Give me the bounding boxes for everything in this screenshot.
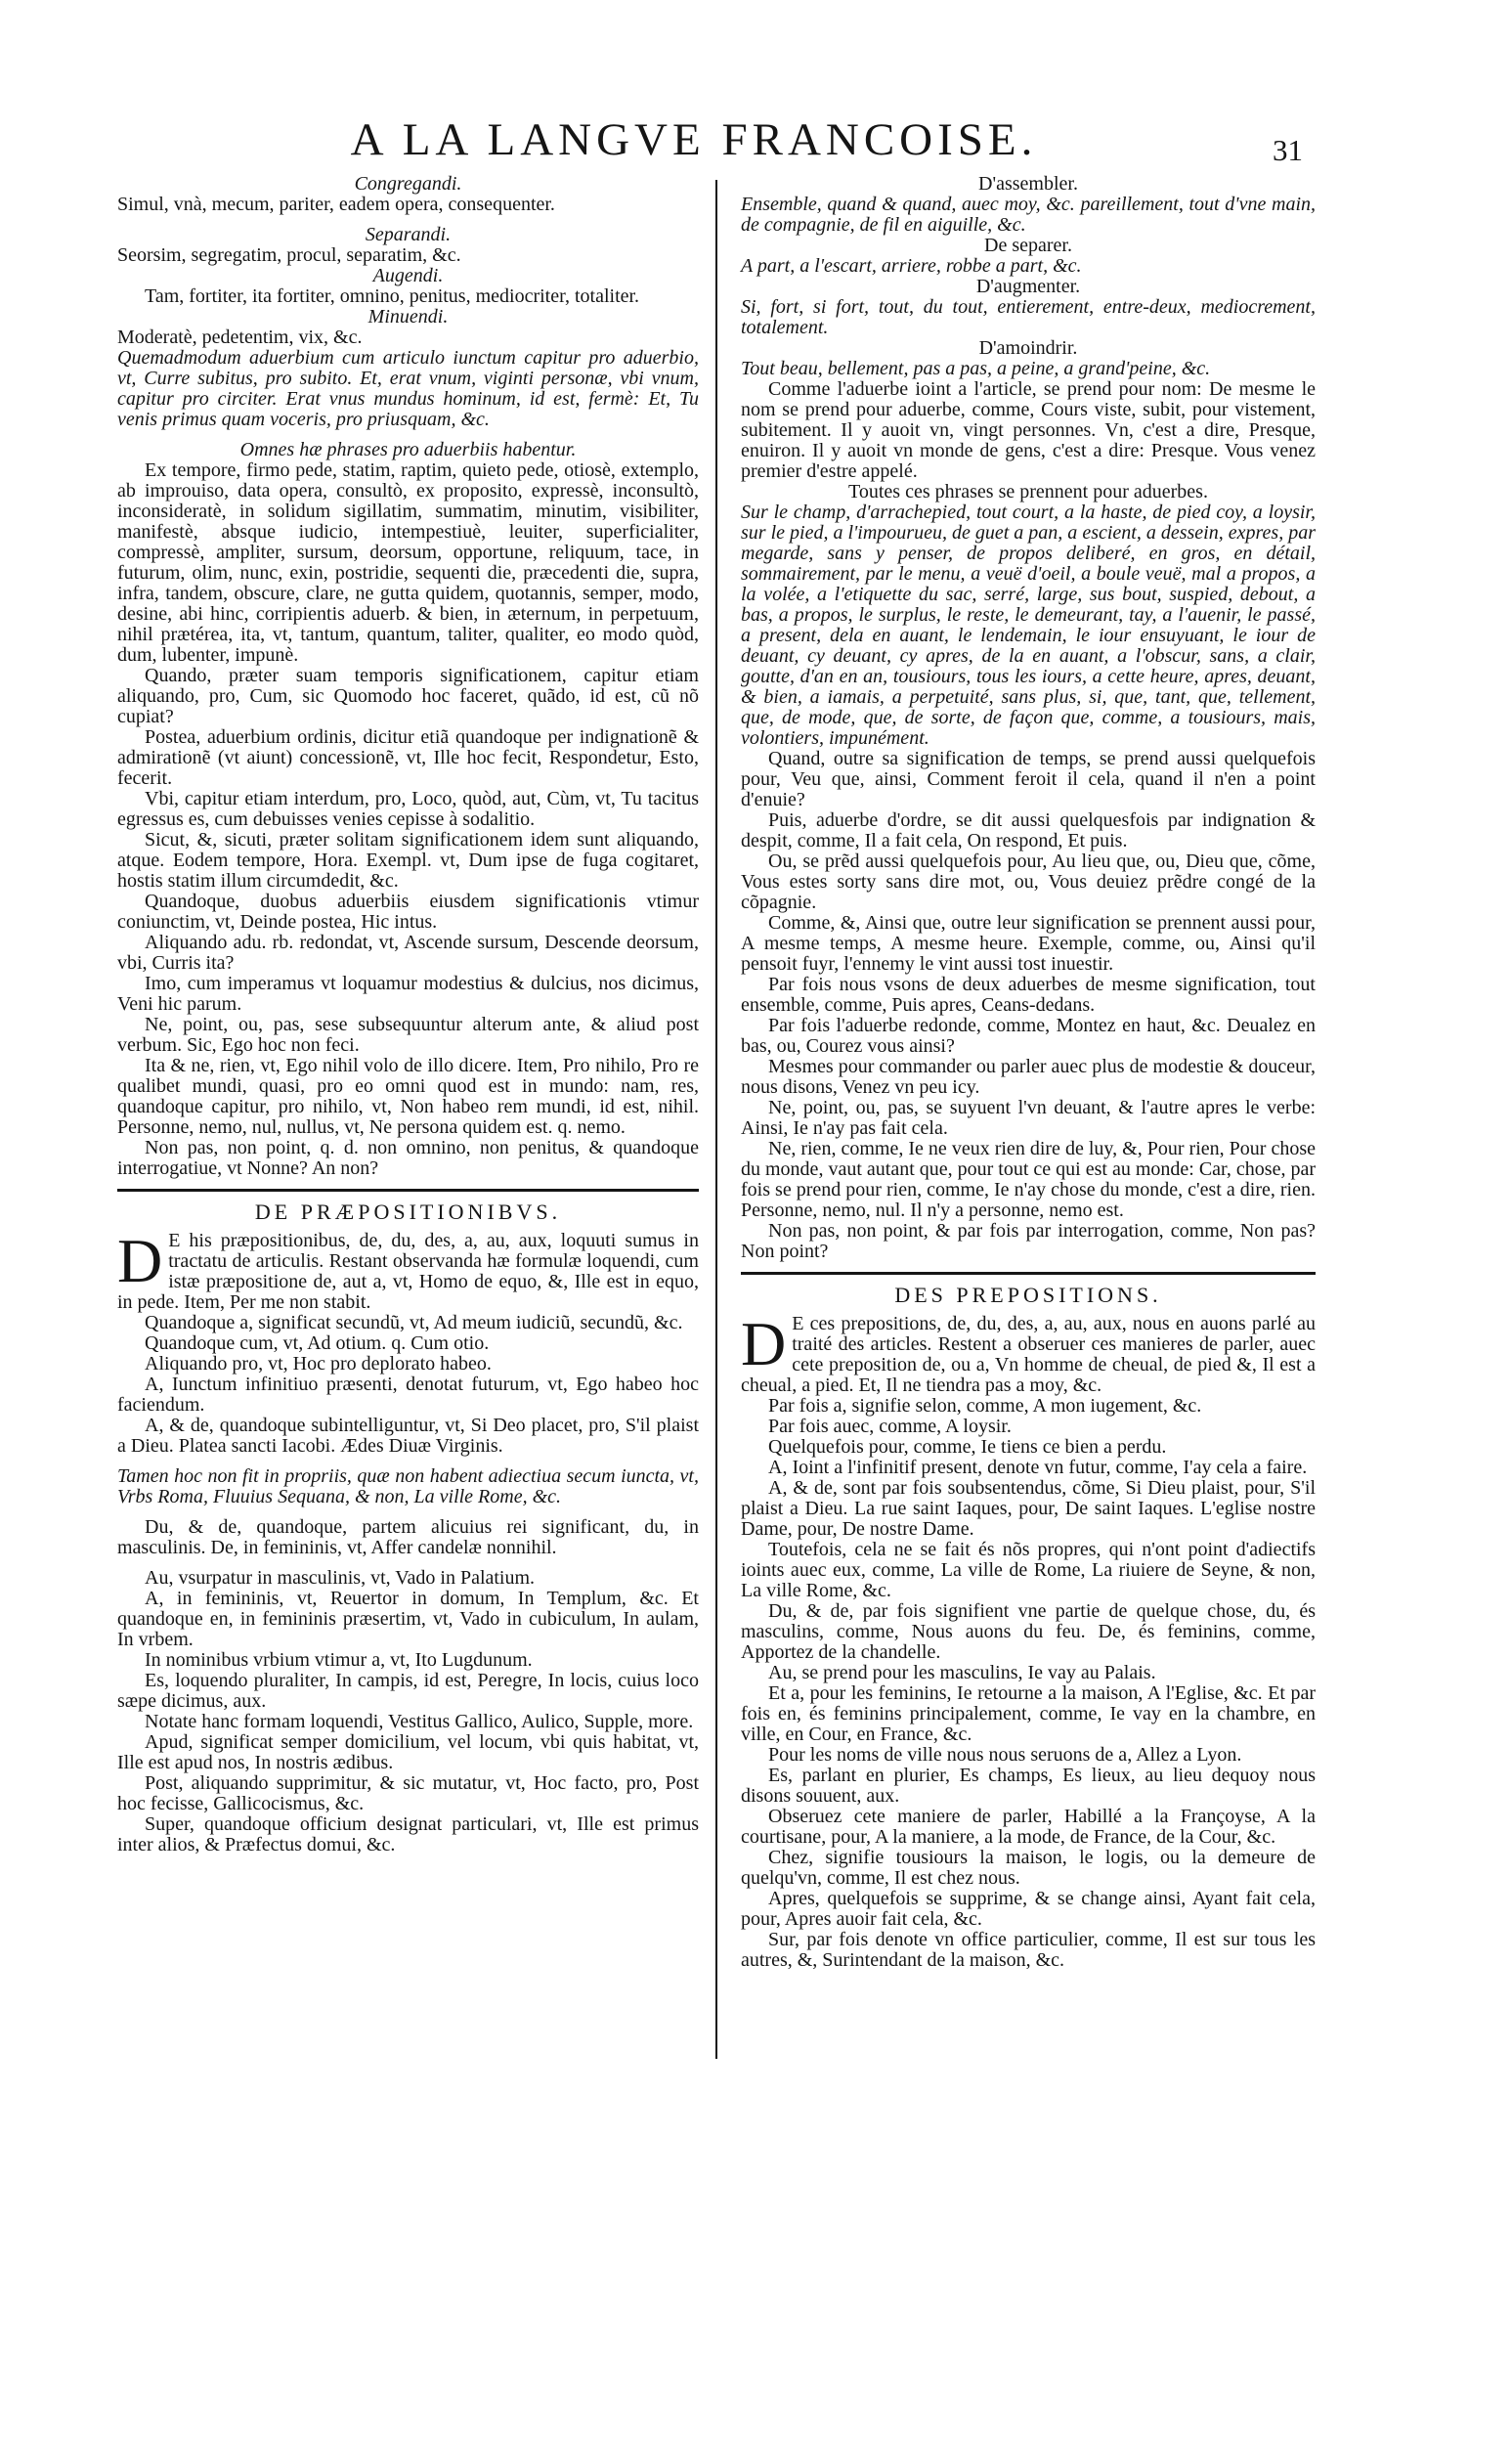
paragraph: Apres, quelquefois se supprime, & se change ainsi, Ayant fait cela, pour, Apres auoir fait cela, &c. [741, 1888, 1316, 1930]
drop-cap: D [117, 1226, 163, 1295]
paragraph: Vbi, capitur etiam interdum, pro, Loco, quòd, aut, Cùm, vt, Tu tacitus egressus es, cum debuisses venies cepisse à sodalitio. [117, 788, 699, 830]
paragraph: Par fois nous vsons de deux aduerbes de mesme signification, tout ensemble, comme, Puis apres, Ceans-dedans. [741, 974, 1316, 1016]
paragraph: Imo, cum imperamus vt loquamur modestius & dulcius, nos dicimus, Veni hic parum. [117, 973, 699, 1015]
paragraph: Ex tempore, firmo pede, statim, raptim, quieto pede, otiosè, extemplo, ab improuiso, data opera, consultò, ex proposito, expressè, inconsultò, inconsideratè, in solidum sigillatim, summatim, minutim, visibiliter, manifestè, absque iudicio, intempestiuè, leuiter, superficialiter, compressè, ampliter, sursum, deorsum, opportune, reliquum, tace, in futurum, olim, nunc, exin, postridie, sequenti die, præcedenti die, supra, infra, tandem, obscure, clare, ne gutta quidem, quotannis, semper, modo, desine, abi hinc, corripientis aduerb. & bien, in æternum, in perpetuum, nihil prætérea, ita, vt, tantum, quantum, taliter, qualiter, eo modo quòd, dum, lubenter, impunè. [117, 459, 699, 666]
right-section-body [741, 1309, 1316, 1971]
paragraph: Et a, pour les feminins, Ie retourne a la maison, A l'Eglise, &c. Et par fois en, és feminins principalement, comme, Ie vay en la chambre, en ville, en Cour, en France, &c. [741, 1682, 1316, 1745]
paragraph: Du, & de, par fois signifient vne partie de quelque chose, du, és masculins, comme, Nous auons du feu. De, és feminins, comme, Apportez de la chandelle. [741, 1600, 1316, 1663]
left-column [117, 174, 699, 1855]
page-number: 31 [1273, 133, 1303, 167]
paragraph: Ou, se prẽd aussi quelquefois pour, Au lieu que, ou, Dieu que, cõme, Vous estes sorty sans dire mot, ou, Vous deuiez prẽdre congé de la cõpagnie. [741, 851, 1316, 913]
section-subheading: D'assembler. [978, 173, 1078, 195]
section-subheading: D'augmenter. [975, 276, 1081, 297]
opening-paragraph [117, 1226, 699, 1313]
paragraph: Sur, par fois denote vn office particulier, comme, Il est sur tous les autres, &, Surintendant de la maison, &c. [741, 1929, 1316, 1971]
italic-paragraph: Quemadmodum aduerbium cum articulo iunctum capitur pro aduerbio, vt, Curre subitus, pro subito. Et, erat vnum, viginti personæ, vbi vnum, capitur pro circiter. Erat vnus mundus hominum, id est, fermè: Et, Tu venis primus quam voceris, pro priusquam, &c. [117, 347, 699, 430]
paragraph: A, & de, sont par fois soubsentendus, cõme, Si Dieu plaist, pour, S'il plaist a Dieu. La rue saint Iaques, pour, De saint Iaques. L'eglise nostre Dame, pour, De nostre Dame. [741, 1477, 1316, 1540]
paragraph: Simul, vnà, mecum, pariter, eadem opera, consequenter. [117, 194, 555, 215]
paragraph: Aliquando adu. rb. redondat, vt, Ascende sursum, Descende deorsum, vbi, Curris ita? [117, 932, 699, 974]
section-subheading: Augendi. [372, 265, 444, 286]
column-divider [715, 180, 717, 2059]
left-section-title: DE PRÆPOSITIONIBVS. [254, 1200, 562, 1224]
right-column [741, 174, 1316, 1971]
paragraph: A, in femininis, vt, Reuertor in domum, In Templum, &c. Et quandoque en, in femininis præsertim, vt, Vado in cubiculum, In aulam, In vrbem. [117, 1588, 699, 1650]
paragraph: Ne, point, ou, pas, se suyuent l'vn deuant, & l'autre apres le verbe: Ainsi, Ie n'ay pas fait cela. [741, 1097, 1316, 1139]
paragraph: Comme l'aduerbe ioint a l'article, se prend pour nom: De mesme le nom se prend pour aduerbe, comme, Cours viste, subit, pour vistement, subitement. Il y auoit vn, vingt personnes. Vn, c'est a dire, Presque, enuiron. Il y auoit vn monde de gens, c'est a dire: Presque. Vous venez premier d'estre appelé. [741, 378, 1316, 482]
italic-paragraph: Sur le champ, d'arrachepied, tout court, a la haste, de pied coy, a loysir, sur le pied, a l'impourueu, de guet a pan, a escient, a dessein, expres, par megarde, sans y penser, de propos deliberé, en gros, en détail, sommairement, par le menu, a veuë d'oeil, a boule veuë, mal a propos, a la volée, a l'etiquette du sac, serré, large, sus bout, suspied, debout, a bas, a propos, le surplus, le reste, le demeurant, tay, a l'auenir, le passé, a present, dela en auant, le lendemain, le iour ensuyuant, le iour de deuant, cy deuant, cy apres, de la en auant, a l'obscur, sans, a clair, goutte, d'an en an, tousiours, tous les iours, a cette heure, apres, deuant, & bien, a iamais, a perpetuité, sans plus, si, que, tant, que, tellement, que, de mode, que, de sorte, de façon que, comme, a tousiours, mais, volontiers, impunément. [741, 502, 1316, 749]
paragraph: Super, quandoque officium designat particulari, vt, Ille est primus inter alios, & Præfectus domui, &c. [117, 1813, 699, 1855]
paragraph-text: E ces prepositions, de, du, des, a, au, aux, nous en auons parlé au traité des articles. Restent a obseruer ces manieres de parler, auec cete preposition de, ou a, Vn homme de cheual, de pied &, Il est a cheual, a pied. Et, Il ne tiendra pas a moy, &c. [741, 1313, 1316, 1396]
paragraph: Comme, &, Ainsi que, outre leur signification se prennent aussi pour, A mesme temps, A mesme heure. Exemple, comme, ou, Ainsi qu'il pensoit fuyr, l'ennemy le vint aussi tost inuestir. [741, 912, 1316, 975]
section-subheading: De separer. [984, 235, 1072, 256]
paragraph: Postea, aduerbium ordinis, dicitur etiã quandoque per indignationẽ & admirationẽ (vt aiunt) concessionẽ, vt, Ille hoc fecit, Respondetur, Esto, fecerit. [117, 726, 699, 789]
paragraph: Moderatè, pedetentim, vix, &c. [117, 327, 363, 348]
paragraph: Aliquando pro, vt, Hoc pro deplorato habeo. [145, 1353, 492, 1375]
paragraph: Mesmes pour commander ou parler auec plus de modestie & douceur, nous disons, Venez vn peu icy. [741, 1056, 1316, 1098]
paragraph: Par fois l'aduerbe redonde, comme, Montez en haut, &c. Deualez en bas, ou, Courez vous ainsi? [741, 1015, 1316, 1057]
running-title: A LA LANGVE FRANCOISE. [350, 114, 1038, 165]
paragraph: A, & de, quandoque subintelliguntur, vt, Si Deo placet, pro, S'il plaist a Dieu. Platea sancti Iacobi. Ædes Diuæ Virginis. [117, 1415, 699, 1457]
paragraph: A, Ioint a l'infinitif present, denote vn futur, comme, I'ay cela a faire. [768, 1457, 1308, 1478]
italic-paragraph: A part, a l'escart, arriere, robbe a part, &c. [741, 255, 1082, 277]
left-column-body [117, 174, 699, 1179]
paragraph: Post, aliquando supprimitur, & sic mutatur, vt, Hoc facto, pro, Post hoc fecisse, Gallicocismus, &c. [117, 1772, 699, 1814]
left-section-rule [117, 1189, 699, 1192]
right-section-rule [741, 1272, 1316, 1275]
paragraph: Toutefois, cela ne se fait és nõs propres, qui n'ont point d'adiectifs ioints auec eux, comme, La ville de Rome, La riuiere de Seyne, & non, La ville Rome, &c. [741, 1539, 1316, 1601]
section-subheading: Congregandi. [354, 173, 462, 195]
paragraph: Quelquefois pour, comme, Ie tiens ce bien a perdu. [768, 1436, 1167, 1458]
section-subheading: Omnes hæ phrases pro aduerbiis habentur. [239, 439, 577, 460]
paragraph: Ne, rien, comme, Ie ne veux rien dire de luy, &, Pour rien, Pour chose du monde, vaut autant que, pour tout ce qui est au monde: Car, chose, par fois se prend pour rien, comme, Ie n'ay chose du monde, c'est a dire, rien. Personne, nemo, nul. Il n'y a personne, nemo est. [741, 1138, 1316, 1221]
paragraph: Notate hanc formam loquendi, Vestitus Gallico, Aulico, Supple, more. [145, 1711, 694, 1732]
italic-paragraph: Si, fort, si fort, tout, du tout, entierement, entre-deux, mediocrement, totalement. [741, 296, 1316, 338]
paragraph: Par fois auec, comme, A loysir. [768, 1416, 1012, 1437]
paragraph: Non pas, non point, & par fois par interrogation, comme, Non pas? Non point? [741, 1220, 1316, 1262]
paragraph: Au, se prend pour les masculins, Ie vay au Palais. [768, 1662, 1156, 1683]
paragraph: Chez, signifie tousiours la maison, le logis, ou la demeure de quelqu'vn, comme, Il est chez nous. [741, 1847, 1316, 1889]
opening-paragraph [741, 1309, 1316, 1396]
paragraph: Seorsim, segregatim, procul, separatim, &c. [117, 244, 461, 266]
italic-paragraph: Tout beau, bellement, pas a pas, a peine, a grand'peine, &c. [741, 358, 1211, 379]
section-subheading: Separandi. [365, 224, 452, 245]
paragraph: Apud, significat semper domicilium, vel locum, vbi quis habitat, vt, Ille est apud nos, In nostris ædibus. [117, 1731, 699, 1773]
paragraph: Au, vsurpatur in masculinis, vt, Vado in Palatium. [145, 1567, 536, 1589]
paragraph: Es, parlant en plurier, Es champs, Es lieux, au lieu dequoy nous disons souuent, aux. [741, 1765, 1316, 1807]
paragraph: Du, & de, quandoque, partem alicuius rei significant, du, in masculinis. De, in femininis, vt, Affer candelæ nonnihil. [117, 1516, 699, 1558]
paragraph: Ne, point, ou, pas, sese subsequuntur alterum ante, & aliud post verbum. Sic, Ego hoc non feci. [117, 1014, 699, 1056]
paragraph: Es, loquendo pluraliter, In campis, id est, Peregre, In locis, cuius loco sæpe dicimus, aux. [117, 1670, 699, 1712]
left-section-body [117, 1226, 699, 1855]
italic-paragraph: Tamen hoc non fit in propriis, quæ non habent adiectiua secum iuncta, vt, Vrbs Roma, Fluuius Sequana, & non, La ville Rome, &c. [117, 1465, 699, 1507]
paragraph: In nominibus vrbium vtimur a, vt, Ito Lugdunum. [145, 1649, 533, 1671]
paragraph: A, Iunctum infinitiuo præsenti, denotat futurum, vt, Ego habeo hoc faciendum. [117, 1374, 699, 1416]
paragraph: Ita & ne, rien, vt, Ego nihil volo de illo dicere. Item, Pro nihilo, Pro re qualibet mundi, quasi, pro eo omni quod est in mundo: nam, res, quandoque capitur, pro nihilo, vt, Non habeo rem mundi, id est, nihil. Personne, nemo, nul, nullus, vt, Ne persona quidem est. q. nemo. [117, 1055, 699, 1138]
section-subheading: Minuendi. [367, 306, 449, 327]
paragraph-text: E his præpositionibus, de, du, des, a, au, aux, loquuti sumus in tractatu de articulis. Restant observanda hæ formulæ loquendi, cum istæ præpositione de, aut a, vt, Homo de equo, &, Ille est in equo, in pede. Item, Per me non stabit. [117, 1230, 699, 1313]
paragraph: Obseruez cete maniere de parler, Habillé a la Françoyse, A la courtisane, pour, A la maniere, a la mode, de France, de la Cour, &c. [741, 1806, 1316, 1848]
paragraph: Pour les noms de ville nous nous seruons de a, Allez a Lyon. [768, 1744, 1242, 1766]
paragraph: Quando, præter suam temporis significationem, capitur etiam aliquando, pro, Cum, sic Quomodo hoc faceret, quãdo, id est, cũ nõ cupiat? [117, 665, 699, 727]
right-section-title: DES PREPOSITIONS. [894, 1283, 1162, 1307]
right-column-body [741, 174, 1316, 1262]
paragraph: Quandoque cum, vt, Ad otium. q. Cum otio. [145, 1332, 490, 1354]
paragraph: Quand, outre sa signification de temps, se prend aussi quelquefois pour, Veu que, ainsi, Comment feroit il cela, quand il n'en a point d'enuie? [741, 748, 1316, 810]
paragraph: Sicut, &, sicuti, præter solitam significationem idem sunt aliquando, atque. Eodem tempore, Hora. Exempl. vt, Dum ipse de fuga cogitaret, hostis statim illum circumdedit, &c. [117, 829, 699, 892]
paragraph: Quandoque a, significat secundũ, vt, Ad meum iudiciũ, secundũ, &c. [145, 1312, 683, 1333]
section-subheading: Toutes ces phrases se prennent pour aduerbes. [848, 481, 1208, 502]
section-subheading: D'amoindrir. [978, 337, 1078, 359]
paragraph: Quandoque, duobus aduerbiis eiusdem significationis vtimur coniunctim, vt, Deinde postea, Hic intus. [117, 891, 699, 933]
paragraph: Puis, aduerbe d'ordre, se dit aussi quelquesfois par indignation & despit, comme, Il a fait cela, On respond, Et puis. [741, 809, 1316, 851]
drop-cap: D [741, 1309, 787, 1378]
paragraph: Non pas, non point, q. d. non omnino, non penitus, & quandoque interrogatiue, vt Nonne? An non? [117, 1137, 699, 1179]
paragraph: Par fois a, signifie selon, comme, A mon iugement, &c. [768, 1395, 1202, 1417]
paragraph: Tam, fortiter, ita fortiter, omnino, penitus, mediocriter, totaliter. [145, 285, 640, 307]
italic-paragraph: Ensemble, quand & quand, auec moy, &c. pareillement, tout d'vne main, de compagnie, de fil en aiguille, &c. [741, 194, 1316, 236]
